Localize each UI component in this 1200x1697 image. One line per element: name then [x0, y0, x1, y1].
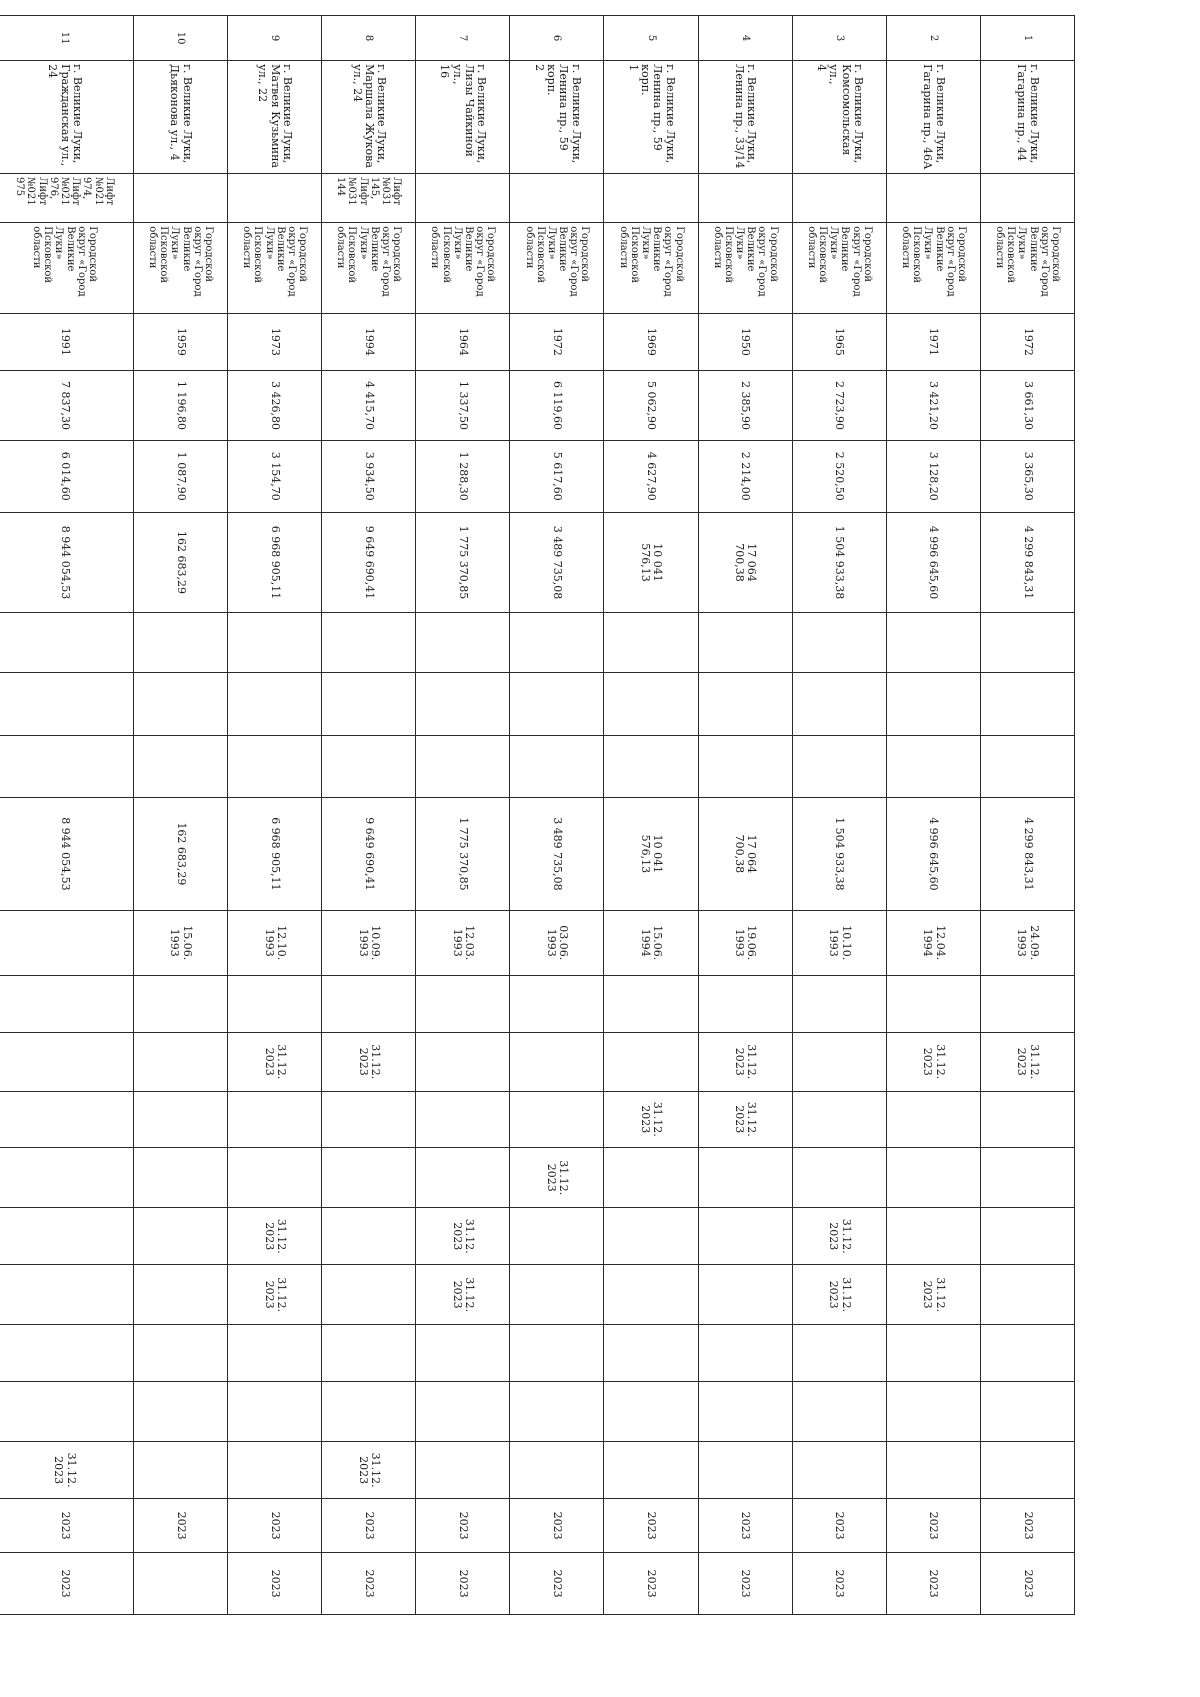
cell-date-d [322, 1091, 416, 1147]
cell-empty [698, 613, 792, 673]
cell-year-a: 2023 [886, 1498, 980, 1552]
cell-date-c [510, 1033, 604, 1092]
cell-empty [133, 613, 227, 673]
cell-year-b: 2023 [792, 1553, 886, 1615]
cell-owner: Городской округ «Город Великие Луки» Псковской области [228, 223, 322, 313]
cell-num: 11 [0, 16, 133, 61]
table-row [698, 16, 792, 1615]
cell-lift: Лифт №031 145, Лифт №031 144 [322, 174, 416, 223]
cell-address: г. Великие Луки, Лизы Чайкиной ул., 16 [416, 61, 510, 174]
cell-date-end [228, 1442, 322, 1498]
cell-lift: Лифт №021 974, Лифт №021 976, Лифт №021 975 [0, 174, 133, 223]
cell-year-b [133, 1553, 227, 1615]
cell-empty [322, 613, 416, 673]
cell-empty [0, 672, 133, 736]
cell-empty [228, 672, 322, 736]
cell-date-e [604, 1147, 698, 1208]
cell-cost: 17 064 700,38 [698, 512, 792, 613]
housing-register-table [0, 15, 1075, 1615]
cell-cost2: 4 996 645,60 [886, 797, 980, 910]
cell-empty [322, 672, 416, 736]
cell-empty [980, 613, 1074, 673]
cell-area-living: 3 934,50 [322, 440, 416, 512]
cell-date-g [980, 1264, 1074, 1325]
cell-date-g [322, 1264, 416, 1325]
cell-address: г. Великие Луки, Дьяконова ул., 4 [133, 61, 227, 174]
cell-num: 1 [980, 16, 1074, 61]
cell-date-g [510, 1264, 604, 1325]
cell-lift [792, 174, 886, 223]
cell-area-total: 4 415,70 [322, 371, 416, 441]
cell-date-b [322, 975, 416, 1032]
cell-date-h [416, 1325, 510, 1381]
cell-date-h [886, 1325, 980, 1381]
cell-date-g [698, 1264, 792, 1325]
cell-empty [416, 672, 510, 736]
cell-lift [886, 174, 980, 223]
cell-year-a: 2023 [133, 1498, 227, 1552]
cell-empty [510, 1381, 604, 1442]
cell-date-h [510, 1325, 604, 1381]
table-row [416, 16, 510, 1615]
cell-year-b: 2023 [416, 1553, 510, 1615]
cell-date-d [792, 1091, 886, 1147]
cell-owner: Городской округ «Город Великие Луки» Псковской области [322, 223, 416, 313]
cell-date-f [510, 1208, 604, 1264]
cell-date-f [698, 1208, 792, 1264]
cell-date-e [322, 1147, 416, 1208]
cell-address: г. Великие Луки, Гагарина пр., 44 [980, 61, 1074, 174]
cell-date-end [133, 1442, 227, 1498]
cell-owner: Городской округ «Город Великие Луки» Псковской области [133, 223, 227, 313]
cell-date-end [604, 1442, 698, 1498]
cell-date-f [980, 1208, 1074, 1264]
cell-year-b: 2023 [228, 1553, 322, 1615]
cell-date-g [604, 1264, 698, 1325]
cell-date-f [133, 1208, 227, 1264]
cell-empty [792, 736, 886, 798]
cell-date-e [792, 1147, 886, 1208]
table-row [133, 16, 227, 1615]
cell-cost: 8 944 054,53 [0, 512, 133, 613]
cell-num: 9 [228, 16, 322, 61]
cell-date-a [0, 910, 133, 975]
cell-date-b [228, 975, 322, 1032]
cell-area-total: 2 723,90 [792, 371, 886, 441]
cell-address: г. Великие Луки, Гагарина пр., 46А [886, 61, 980, 174]
cell-year: 1971 [886, 313, 980, 370]
cell-date-c [604, 1033, 698, 1092]
cell-cost2: 17 064 700,38 [698, 797, 792, 910]
cell-area-total: 3 661,30 [980, 371, 1074, 441]
cell-area-total: 1 196,80 [133, 371, 227, 441]
cell-lift [416, 174, 510, 223]
cell-date-g [0, 1264, 133, 1325]
rotated-table-page [0, 15, 1075, 1615]
cell-year-b: 2023 [0, 1553, 133, 1615]
cell-cost2: 9 649 690,41 [322, 797, 416, 910]
cell-date-b [510, 975, 604, 1032]
cell-cost2: 4 299 843,31 [980, 797, 1074, 910]
cell-empty [698, 736, 792, 798]
cell-area-living: 3 365,30 [980, 440, 1074, 512]
cell-empty [133, 736, 227, 798]
cell-cost2: 162 683,29 [133, 797, 227, 910]
cell-year-b: 2023 [510, 1553, 604, 1615]
cell-num: 7 [416, 16, 510, 61]
cell-area-total: 5 062,90 [604, 371, 698, 441]
cell-empty [0, 736, 133, 798]
cell-cost2: 10 041 576,13 [604, 797, 698, 910]
cell-date-a: 15.06. 1994 [604, 910, 698, 975]
cell-num: 10 [133, 16, 227, 61]
cell-empty [792, 613, 886, 673]
cell-owner: Городской округ «Город Великие Луки» Псковской области [698, 223, 792, 313]
cell-date-c [416, 1033, 510, 1092]
cell-lift [604, 174, 698, 223]
cell-empty [416, 613, 510, 673]
cell-date-f: 31.12. 2023 [792, 1208, 886, 1264]
cell-date-b [792, 975, 886, 1032]
cell-num: 5 [604, 16, 698, 61]
cell-lift [698, 174, 792, 223]
cell-area-living: 2 214,00 [698, 440, 792, 512]
cell-area-living: 3 154,70 [228, 440, 322, 512]
cell-empty [133, 672, 227, 736]
cell-date-end [980, 1442, 1074, 1498]
cell-date-e [980, 1147, 1074, 1208]
cell-cost: 1 504 933,38 [792, 512, 886, 613]
cell-date-a: 24.09. 1993 [980, 910, 1074, 975]
cell-cost: 6 968 905,11 [228, 512, 322, 613]
cell-empty [322, 1381, 416, 1442]
cell-date-h [228, 1325, 322, 1381]
table-row [228, 16, 322, 1615]
cell-empty [228, 613, 322, 673]
cell-cost2: 1 504 933,38 [792, 797, 886, 910]
cell-lift [133, 174, 227, 223]
cell-owner: Городской округ «Город Великие Луки» Псковской области [886, 223, 980, 313]
cell-date-g [133, 1264, 227, 1325]
cell-empty [510, 736, 604, 798]
cell-year-a: 2023 [698, 1498, 792, 1552]
cell-num: 2 [886, 16, 980, 61]
cell-year-a: 2023 [416, 1498, 510, 1552]
cell-lift [510, 174, 604, 223]
cell-date-d [980, 1091, 1074, 1147]
cell-year: 1994 [322, 313, 416, 370]
cell-date-f: 31.12. 2023 [228, 1208, 322, 1264]
cell-date-b [0, 975, 133, 1032]
cell-area-living: 3 128,20 [886, 440, 980, 512]
cell-empty [510, 613, 604, 673]
table-row [510, 16, 604, 1615]
cell-area-total: 2 385,90 [698, 371, 792, 441]
cell-empty [886, 672, 980, 736]
cell-year-b: 2023 [698, 1553, 792, 1615]
cell-num: 4 [698, 16, 792, 61]
cell-date-end [416, 1442, 510, 1498]
cell-date-e [0, 1147, 133, 1208]
cell-year: 1972 [510, 313, 604, 370]
cell-date-d [228, 1091, 322, 1147]
table-row [604, 16, 698, 1615]
table-row [980, 16, 1074, 1615]
cell-date-b [416, 975, 510, 1032]
cell-year: 1973 [228, 313, 322, 370]
cell-date-e [416, 1147, 510, 1208]
cell-address: г. Великие Луки, Ленина пр., 59 корп. 2 [510, 61, 604, 174]
cell-date-e: 31.12. 2023 [510, 1147, 604, 1208]
cell-cost2: 3 489 735,08 [510, 797, 604, 910]
cell-year: 1991 [0, 313, 133, 370]
cell-address: г. Великие Луки, Матвея Кузьмина ул., 22 [228, 61, 322, 174]
cell-date-g: 31.12. 2023 [416, 1264, 510, 1325]
cell-date-d [510, 1091, 604, 1147]
cell-empty [980, 672, 1074, 736]
cell-empty [510, 672, 604, 736]
cell-area-living: 6 014,60 [0, 440, 133, 512]
cell-address: г. Великие Луки, Ленина пр., 59 корп. 1 [604, 61, 698, 174]
cell-empty [322, 736, 416, 798]
cell-owner: Городской округ «Город Великие Луки» Псковской области [0, 223, 133, 313]
cell-year: 1950 [698, 313, 792, 370]
cell-date-c [133, 1033, 227, 1092]
cell-empty [604, 1381, 698, 1442]
cell-empty [228, 736, 322, 798]
cell-empty [604, 736, 698, 798]
cell-date-end [886, 1442, 980, 1498]
table-row [322, 16, 416, 1615]
cell-date-e [886, 1147, 980, 1208]
cell-area-living: 1 087,90 [133, 440, 227, 512]
cell-year-a: 2023 [510, 1498, 604, 1552]
cell-area-living: 1 288,30 [416, 440, 510, 512]
cell-empty [416, 736, 510, 798]
cell-year: 1969 [604, 313, 698, 370]
cell-area-total: 1 337,50 [416, 371, 510, 441]
cell-date-end [698, 1442, 792, 1498]
cell-cost: 4 299 843,31 [980, 512, 1074, 613]
cell-cost: 10 041 576,13 [604, 512, 698, 613]
cell-address: г. Великие Луки, Комсомольская ул., 4 [792, 61, 886, 174]
cell-date-end: 31.12. 2023 [322, 1442, 416, 1498]
cell-year-b: 2023 [980, 1553, 1074, 1615]
cell-date-d [886, 1091, 980, 1147]
cell-cost: 162 683,29 [133, 512, 227, 613]
cell-date-f [322, 1208, 416, 1264]
cell-owner: Городской округ «Город Великие Луки» Псковской области [604, 223, 698, 313]
table-row [886, 16, 980, 1615]
cell-date-end [510, 1442, 604, 1498]
cell-area-total: 3 426,80 [228, 371, 322, 441]
cell-owner: Городской округ «Город Великие Луки» Псковской области [792, 223, 886, 313]
cell-date-e [228, 1147, 322, 1208]
cell-date-c: 31.12. 2023 [322, 1033, 416, 1092]
cell-empty [133, 1381, 227, 1442]
cell-date-e [698, 1147, 792, 1208]
cell-num: 6 [510, 16, 604, 61]
cell-date-d [416, 1091, 510, 1147]
cell-date-a: 03.06. 1993 [510, 910, 604, 975]
cell-date-c: 31.12. 2023 [228, 1033, 322, 1092]
cell-year: 1965 [792, 313, 886, 370]
cell-date-f [886, 1208, 980, 1264]
cell-date-d [0, 1091, 133, 1147]
cell-date-c [0, 1033, 133, 1092]
cell-date-d [133, 1091, 227, 1147]
cell-date-end [792, 1442, 886, 1498]
cell-date-g: 31.12. 2023 [792, 1264, 886, 1325]
cell-date-a: 19.06. 1993 [698, 910, 792, 975]
cell-empty [604, 672, 698, 736]
cell-year-a: 2023 [0, 1498, 133, 1552]
cell-empty [980, 736, 1074, 798]
cell-area-total: 6 119,60 [510, 371, 604, 441]
cell-empty [886, 613, 980, 673]
cell-empty [980, 1381, 1074, 1442]
cell-owner: Городской округ «Город Великие Луки» Псковской области [416, 223, 510, 313]
cell-date-a: 12.03. 1993 [416, 910, 510, 975]
cell-date-d: 31.12. 2023 [604, 1091, 698, 1147]
cell-date-h [133, 1325, 227, 1381]
cell-date-h [698, 1325, 792, 1381]
cell-year-b: 2023 [322, 1553, 416, 1615]
cell-empty [0, 1381, 133, 1442]
cell-date-b [698, 975, 792, 1032]
cell-year-a: 2023 [322, 1498, 416, 1552]
cell-date-b [604, 975, 698, 1032]
cell-date-e [133, 1147, 227, 1208]
cell-address: г. Великие Луки, Гражданская ул., 24 [0, 61, 133, 174]
cell-year: 1972 [980, 313, 1074, 370]
cell-date-f: 31.12. 2023 [416, 1208, 510, 1264]
cell-lift [980, 174, 1074, 223]
cell-date-a: 15.06. 1993 [133, 910, 227, 975]
cell-num: 3 [792, 16, 886, 61]
cell-date-h [980, 1325, 1074, 1381]
cell-empty [792, 672, 886, 736]
cell-date-f [0, 1208, 133, 1264]
cell-date-c: 31.12. 2023 [698, 1033, 792, 1092]
cell-date-b [980, 975, 1074, 1032]
cell-date-h [604, 1325, 698, 1381]
cell-date-c: 31.12. 2023 [980, 1033, 1074, 1092]
cell-lift [228, 174, 322, 223]
cell-year-a: 2023 [792, 1498, 886, 1552]
cell-cost2: 8 944 054,53 [0, 797, 133, 910]
cell-address: г. Великие Луки, Ленина пр., 33/14 [698, 61, 792, 174]
cell-year-a: 2023 [980, 1498, 1074, 1552]
cell-owner: Городской округ «Город Великие Луки» Псковской области [510, 223, 604, 313]
cell-empty [698, 672, 792, 736]
cell-empty [416, 1381, 510, 1442]
cell-empty [228, 1381, 322, 1442]
cell-area-total: 3 421,20 [886, 371, 980, 441]
table-row [0, 16, 133, 1615]
cell-empty [604, 613, 698, 673]
cell-date-f [604, 1208, 698, 1264]
cell-area-living: 4 627,90 [604, 440, 698, 512]
cell-area-living: 2 520,50 [792, 440, 886, 512]
cell-cost2: 6 968 905,11 [228, 797, 322, 910]
cell-empty [698, 1381, 792, 1442]
cell-cost: 4 996 645,60 [886, 512, 980, 613]
cell-year-a: 2023 [228, 1498, 322, 1552]
cell-date-h [0, 1325, 133, 1381]
cell-date-a: 10.10. 1993 [792, 910, 886, 975]
cell-date-c [792, 1033, 886, 1092]
cell-date-g: 31.12. 2023 [886, 1264, 980, 1325]
cell-date-a: 12.04. 1994 [886, 910, 980, 975]
cell-date-h [792, 1325, 886, 1381]
cell-cost: 9 649 690,41 [322, 512, 416, 613]
cell-area-total: 7 837,30 [0, 371, 133, 441]
cell-year-b: 2023 [886, 1553, 980, 1615]
cell-year-b: 2023 [604, 1553, 698, 1615]
cell-date-c: 31.12. 2023 [886, 1033, 980, 1092]
cell-address: г. Великие Луки, Маршала Жукова ул., 24 [322, 61, 416, 174]
cell-cost: 1 775 370,85 [416, 512, 510, 613]
cell-empty [792, 1381, 886, 1442]
table-row [792, 16, 886, 1615]
cell-year-a: 2023 [604, 1498, 698, 1552]
cell-empty [0, 613, 133, 673]
cell-cost2: 1 775 370,85 [416, 797, 510, 910]
cell-date-d: 31.12. 2023 [698, 1091, 792, 1147]
cell-year: 1959 [133, 313, 227, 370]
cell-year: 1964 [416, 313, 510, 370]
cell-cost: 3 489 735,08 [510, 512, 604, 613]
cell-date-a: 10.09. 1993 [322, 910, 416, 975]
cell-date-a: 12.10. 1993 [228, 910, 322, 975]
cell-num: 8 [322, 16, 416, 61]
cell-date-b [133, 975, 227, 1032]
cell-date-b [886, 975, 980, 1032]
cell-area-living: 5 617,60 [510, 440, 604, 512]
cell-date-g: 31.12. 2023 [228, 1264, 322, 1325]
cell-empty [886, 1381, 980, 1442]
cell-date-h [322, 1325, 416, 1381]
cell-owner: Городской округ «Город Великие Луки» Псковской области [980, 223, 1074, 313]
cell-empty [886, 736, 980, 798]
cell-date-end: 31.12. 2023 [0, 1442, 133, 1498]
